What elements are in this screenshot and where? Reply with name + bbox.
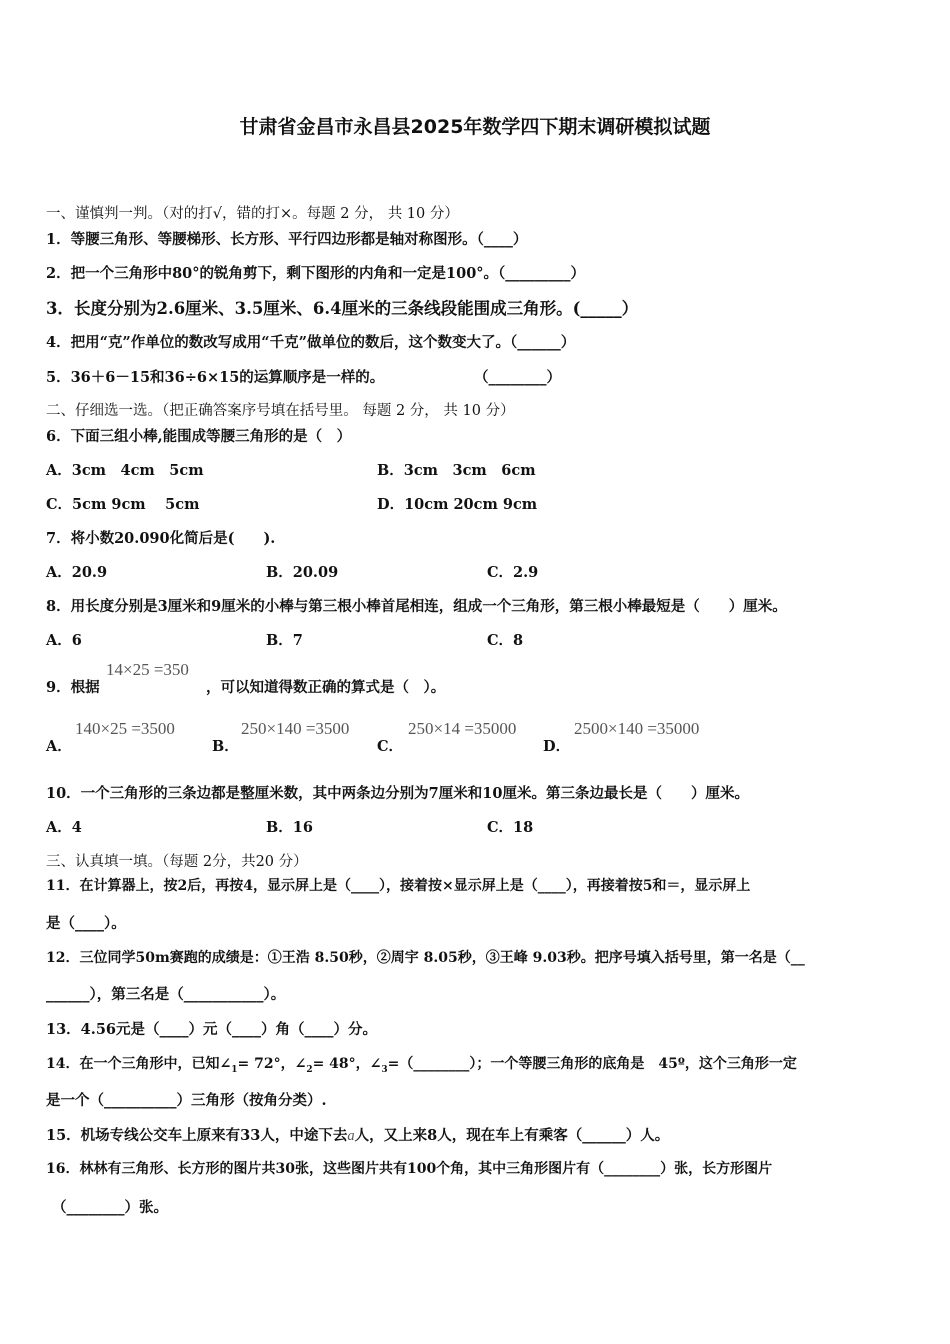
section-3-heading: 三、认真填一填。（每题 2分，共20 分）: [46, 854, 308, 870]
q15-part-b: 人，又上来8人，现在车上有乘客（______）人。: [354, 1127, 670, 1144]
q10-option-b: B．16: [266, 819, 313, 836]
angle-3-sub: 3: [381, 1064, 388, 1075]
question-5-blank: （________）: [474, 369, 561, 386]
q6-option-a: A．3cm 4cm 5cm: [46, 462, 204, 479]
question-12-line-2: ______），第三名是（___________）。: [46, 986, 286, 1003]
question-3: 3．长度分别为2.6厘米、3.5厘米、6.4厘米的三条线段能围成三角形。(_____）: [46, 299, 639, 318]
question-5: 5．36＋6－15和36÷6×15的运算顺序是一样的。: [46, 369, 385, 386]
question-7: 7．将小数20.090化简后是( ).: [46, 530, 276, 547]
q10-option-a: A．4: [46, 819, 82, 836]
question-1: 1．等腰三角形、等腰梯形、长方形、平行四边形都是轴对称图形。（____）: [46, 231, 528, 248]
question-2: 2．把一个三角形中80°的锐角剪下，剩下图形的内角和一定是100°。（_________）: [46, 265, 586, 282]
q9-option-d: 2500×140 =35000: [574, 719, 700, 738]
q14-part-d: =（________）；一个等腰三角形的底角是 45º，这个三角形一定: [387, 1056, 797, 1072]
question-9-formula: 14×25 =350: [106, 660, 189, 679]
question-8: 8．用长度分别是3厘米和9厘米的小棒与第三根小棒首尾相连，组成一个三角形，第三根小棒最短是（ ）厘米。: [46, 598, 787, 615]
page-title: 甘肃省金昌市永昌县2025年数学四下期末调研模拟试题: [239, 116, 711, 138]
question-16-line-2: （________）张。: [52, 1199, 168, 1216]
question-11-line-2: 是（____）。: [46, 915, 126, 932]
q14-part-a: 14．在一个三角形中，已知∠: [46, 1056, 232, 1072]
q8-option-b: B．7: [266, 632, 303, 649]
question-14-line-2: 是一个（__________）三角形（按角分类）.: [46, 1092, 327, 1109]
q7-option-a: A．20.9: [46, 564, 108, 581]
question-9-prefix: 9．根据: [46, 679, 100, 696]
question-10: 10．一个三角形的三条边都是整厘米数，其中两条边分别为7厘米和10厘米。第三条边最长是（ ）厘米。: [46, 785, 749, 802]
section-2-heading: 二、仔细选一选。（把正确答案序号填在括号里。 每题 2 分， 共 10 分）: [46, 403, 515, 419]
question-16-line-1: 16．林林有三角形、长方形的图片共30张，这些图片共有100个角，其中三角形图片有（________）张，长方形图片: [46, 1161, 773, 1177]
q9-option-b-label: B．: [212, 738, 239, 755]
q14-part-b: = 72°，∠: [237, 1056, 307, 1072]
q6-option-c: C．5cm 9cm 5cm: [46, 496, 200, 513]
q14-part-c: = 48°，∠: [312, 1056, 382, 1072]
q10-option-c: C．18: [487, 819, 534, 836]
angle-1-sub: 1: [231, 1064, 238, 1075]
q9-option-c-label: C．: [377, 738, 404, 755]
q8-option-a: A．6: [46, 632, 82, 649]
q7-option-c: C．2.9: [487, 564, 539, 581]
question-12-line-1: 12．三位同学50m赛跑的成绩是：①王浩 8.50秒，②周宇 8.05秒，③王峰 9.03秒。把序号填入括号里，第一名是（__: [46, 950, 805, 966]
q9-option-a: 140×25 =3500: [75, 719, 175, 738]
q8-option-c: C．8: [487, 632, 524, 649]
q9-option-d-label: D．: [543, 738, 571, 755]
q9-option-b: 250×140 =3500: [241, 719, 350, 738]
q15-part-a: 15．机场专线公交车上原来有33人，中途下去: [46, 1127, 348, 1144]
q9-option-a-label: A．: [46, 738, 72, 755]
q6-option-b: B．3cm 3cm 6cm: [377, 462, 536, 479]
section-1-heading: 一、谨慎判一判。（对的打√，错的打×。每题 2 分， 共 10 分）: [46, 206, 459, 222]
q6-option-d: D．10cm 20cm 9cm: [377, 496, 538, 513]
question-6: 6．下面三组小棒,能围成等腰三角形的是（ ）: [46, 428, 352, 445]
question-15: [46, 1124, 669, 1145]
question-13: 13．4.56元是（____）元（____）角（____）分。: [46, 1021, 377, 1038]
q9-option-c: 250×14 =35000: [408, 719, 517, 738]
question-9-suffix: ，可以知道得数正确的算式是（ ）。: [206, 679, 446, 696]
q7-option-b: B．20.09: [266, 564, 339, 581]
q15-variable: a: [347, 1128, 355, 1144]
question-11-line-1: 11．在计算器上，按2后，再按4，显示屏上是（____），接着按×显示屏上是（____），再接着按5和＝，显示屏上: [46, 878, 751, 894]
question-4: 4．把用“克”作单位的数改写成用“千克”做单位的数后，这个数变大了。（______）: [46, 334, 576, 351]
angle-2-sub: 2: [306, 1064, 313, 1075]
question-14-line-1: [46, 1053, 797, 1075]
